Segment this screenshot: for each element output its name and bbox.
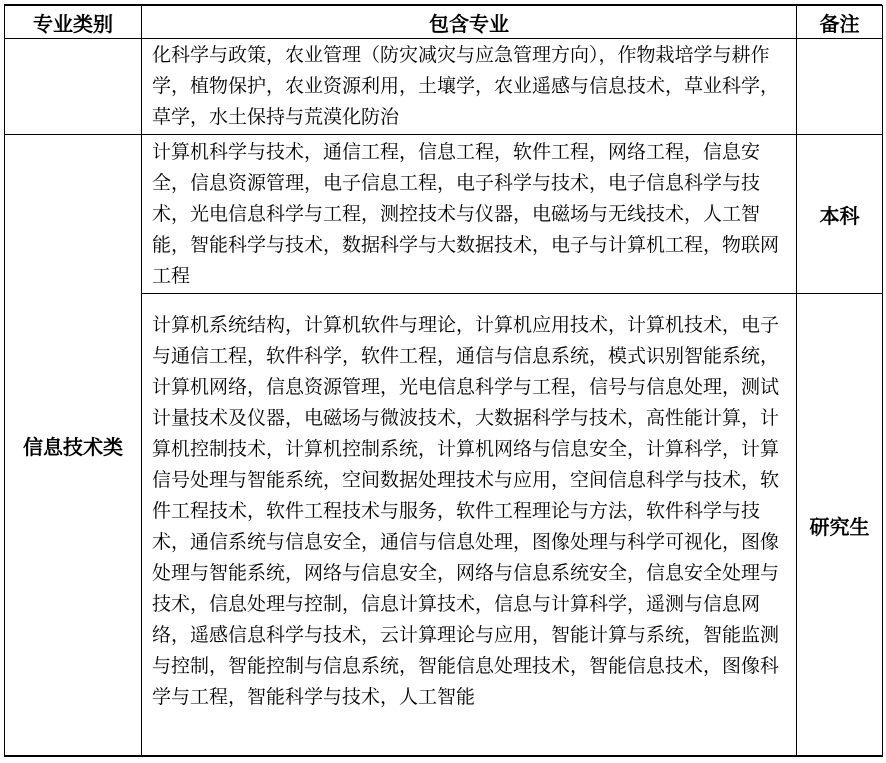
note-cell: 研究生 — [797, 294, 883, 757]
note-cell — [797, 39, 883, 135]
majors-table — [4, 5, 883, 757]
table-row — [5, 135, 883, 294]
table-header-row — [5, 6, 883, 39]
majors-text: 化科学与政策，农业管理（防灾减灾与应急管理方向），作物栽培学与耕作学，植物保护，农业资源利用，土壤学，农业遥感与信息技术，草业科学，草学，水土保持与荒漠化防治 — [152, 44, 780, 128]
table-bottom-rule — [4, 755, 882, 757]
majors-cell — [142, 135, 797, 294]
note-cell: 本科 — [797, 135, 883, 294]
majors-cell — [142, 39, 797, 135]
majors-text: 计算机科学与技术，通信工程，信息工程，软件工程，网络工程，信息安全，信息资源管理，电子信息工程，电子科学与技术，电子信息科学与技术，光电信息科学与工程，测控技术与仪器，电磁场与无线技术，人工智能，智能科学与技术，数据科学与大数据技术，电子与计算机工程，物联网工程 — [152, 141, 780, 287]
majors-text: 计算机系统结构，计算机软件与理论，计算机应用技术，计算机技术，电子与通信工程，软件科学，软件工程，通信与信息系统，模式识别智能系统，计算机网络，信息资源管理，光电信息科学与工程，信号与信息处理，测试计量技术及仪器，电磁场与微波技术，大数据科学与技术，高性能计算，计算机控制技术，计算机控制系统，计算机网络与信息安全，计算科学，计算信号处理与智能系统，空间数据处理技术与应用，空间信息科学与技术，软件工程技术，软件工程技术与服务，软件工程理论与方法，软件科学与技术，通信系统与信息安全，通信与信息处理，图像处理与科学可视化，图像处理与智能系统，网络与信息安全，网络与信息系统安全，信息安全处理与技术，信息处理与控制，信息计算技术，信息与计算科学，遥测与信息网络，遥感信息科学与技术，云计算理论与应用，智能计算与系统，智能监测与控制，智能控制与信息系统，智能信息处理技术，智能信息技术，图像科学与工程，智能科学与技术，人工智能 — [152, 314, 780, 708]
table-row — [5, 39, 883, 135]
header-note: 备注 — [797, 6, 883, 39]
header-majors: 包含专业 — [142, 6, 797, 39]
header-category: 专业类别 — [5, 6, 142, 39]
category-cell: 信息技术类 — [5, 135, 142, 757]
category-cell — [5, 39, 142, 135]
majors-cell — [142, 294, 797, 757]
